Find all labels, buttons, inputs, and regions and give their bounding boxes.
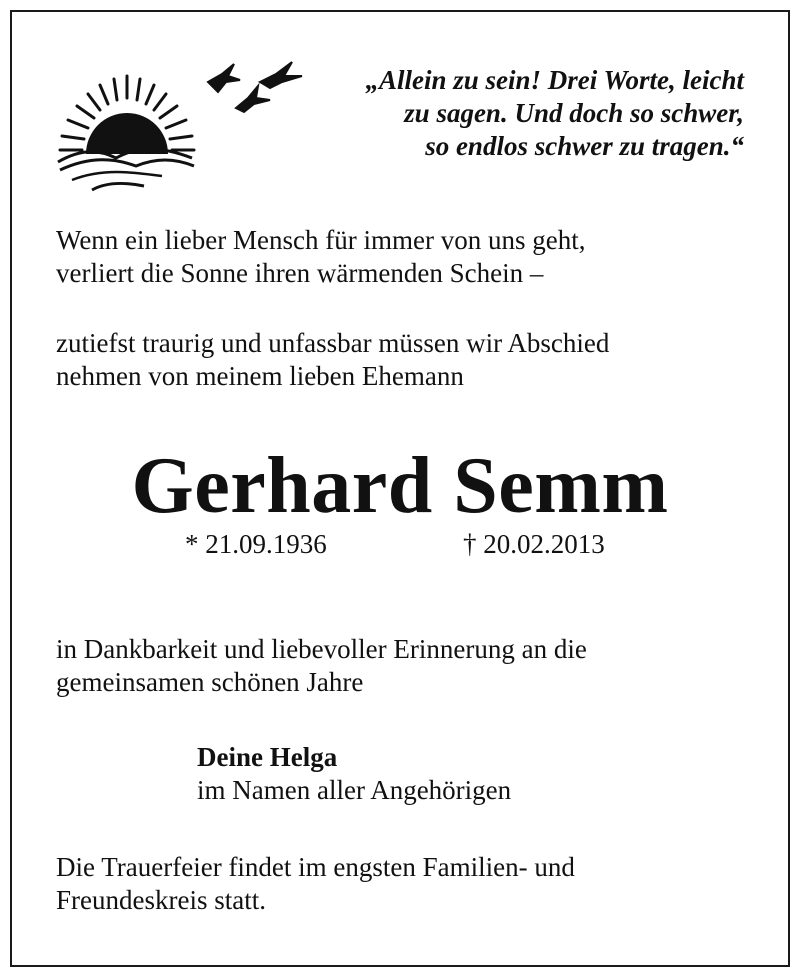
flying-cranes-icon	[200, 52, 318, 114]
intro-paragraph	[56, 224, 585, 290]
gratitude-line: gemeinsamen schönen Jahre	[56, 667, 364, 697]
gratitude-paragraph	[56, 633, 587, 699]
ceremony-line: Freundeskreis statt.	[56, 885, 266, 915]
farewell-paragraph	[56, 327, 609, 393]
gratitude-line: in Dankbarkeit und liebevoller Erinnerung an die	[56, 634, 587, 664]
rising-sun-icon	[52, 58, 198, 192]
poem-quote	[365, 64, 744, 163]
deceased-name: Gerhard Semm	[131, 442, 669, 530]
intro-line: verliert die Sonne ihren wärmenden Schein –	[56, 258, 544, 288]
signature-name: Deine Helga	[197, 742, 338, 772]
quote-line: so endlos schwer zu tragen.“	[425, 131, 744, 161]
quote-line: zu sagen. Und doch so schwer,	[404, 98, 744, 128]
quote-line: „Allein zu sein! Drei Worte, leicht	[365, 65, 744, 95]
signature-line: im Namen aller Angehörigen	[197, 775, 512, 805]
signature-block	[197, 741, 511, 807]
intro-line: Wenn ein lieber Mensch für immer von uns geht,	[56, 225, 586, 255]
death-date: † 20.02.2013	[463, 529, 605, 559]
farewell-line: zutiefst traurig und unfassbar müssen wir Abschied	[56, 328, 610, 358]
ceremony-line: Die Trauerfeier findet im engsten Familien- und	[56, 852, 575, 882]
farewell-line: nehmen von meinem lieben Ehemann	[56, 361, 464, 391]
birth-date: * 21.09.1936	[185, 529, 327, 559]
ceremony-paragraph	[56, 851, 575, 917]
